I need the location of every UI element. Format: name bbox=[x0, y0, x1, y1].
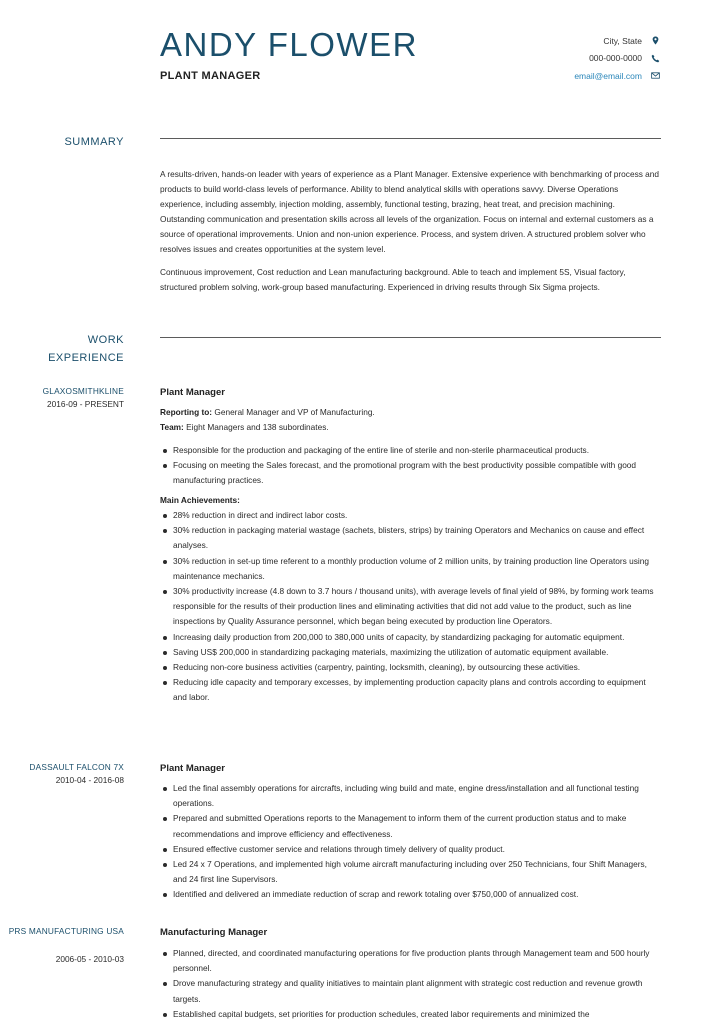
job-3-company: PRS MANUFACTURING USA bbox=[8, 926, 124, 936]
experience-heading bbox=[48, 332, 124, 367]
job-1-company: GLAXOSMITHKLINE bbox=[42, 386, 124, 396]
list-item: Led the final assembly operations for aircrafts, including wing build and mate, engine dress/installation and all functional testing operations. bbox=[160, 781, 661, 811]
map-pin-icon bbox=[651, 36, 660, 45]
email-link[interactable]: email@email.com bbox=[574, 70, 642, 81]
job-1-bullets bbox=[160, 443, 661, 489]
phone-icon bbox=[651, 54, 660, 63]
job-3-dates: 2006-05 - 2010-03 bbox=[55, 954, 124, 964]
list-item: 30% reduction in packaging material wastage (sachets, blisters, strips) by training Operators and Mechanics on cause and effect analyses. bbox=[160, 523, 661, 553]
list-item: Saving US$ 200,000 in standardizing packaging materials, maximizing the utilization of automatic equipment available. bbox=[160, 645, 661, 660]
envelope-icon bbox=[651, 71, 660, 80]
list-item: Responsible for the production and packaging of the entire line of sterile and non-sterile pharmaceutical products. bbox=[160, 443, 661, 458]
list-item: Focusing on meeting the Sales forecast, and the promotional program with the best productivity possible compatible with good manufacturing practices. bbox=[160, 458, 661, 488]
job-3-bullets bbox=[160, 946, 661, 1022]
candidate-name: ANDY FLOWER bbox=[160, 26, 418, 63]
list-item: Planned, directed, and coordinated manufacturing operations for five production plants through Management team and 500 hourly personnel. bbox=[160, 946, 661, 976]
contact-phone bbox=[574, 50, 660, 68]
experience-heading-line1: WORK bbox=[87, 334, 124, 346]
experience-divider bbox=[160, 337, 661, 338]
list-item: Increasing daily production from 200,000 to 380,000 units of capacity, by standardizing packaging for automatic equipment. bbox=[160, 630, 661, 645]
job-2-role: Plant Manager bbox=[160, 763, 225, 774]
team-label: Team: bbox=[160, 422, 184, 432]
job-1-achievements-label: Main Achievements: bbox=[160, 495, 240, 505]
job-2-company: DASSAULT FALCON 7X bbox=[29, 762, 124, 772]
list-item: Prepared and submitted Operations reports to the Management to inform them of the current production status and to make recommendations and improve efficiency and effectiveness. bbox=[160, 811, 661, 841]
job-2-bullets bbox=[160, 781, 661, 903]
job-1-achievements bbox=[160, 508, 661, 706]
reporting-value: General Manager and VP of Manufacturing. bbox=[212, 407, 375, 417]
list-item: Reducing non-core business activities (carpentry, painting, locksmith, cleaning), by outsourcing these activities. bbox=[160, 660, 661, 675]
summary-heading: SUMMARY bbox=[64, 136, 124, 148]
list-item: Established capital budgets, set priorities for production schedules, created labor requirements and minimized the bbox=[160, 1007, 661, 1022]
location-text: City, State bbox=[603, 35, 642, 46]
list-item: 30% productivity increase (4.8 down to 3.7 hours / thousand units), with average levels of final yield of 98%, by forming work teams responsible for the results of their production lines and eliminating activities that did not add value to the product, such as line inspections by Quality Assurance personnel, which began being executed by production line Operators. bbox=[160, 584, 661, 630]
list-item: Ensured effective customer service and relations through timely delivery of quality product. bbox=[160, 842, 661, 857]
reporting-label: Reporting to: bbox=[160, 407, 213, 417]
summary-paragraph-2: Continuous improvement, Cost reduction and Lean manufacturing background. Able to teach and implement 5S, Visual factory, structured problem solving, work-group based manufacturing. Experienced in driving results through Six Sigma projects. bbox=[160, 267, 626, 292]
contact-block bbox=[574, 32, 660, 85]
job-1-reporting bbox=[160, 407, 375, 417]
summary-divider bbox=[160, 138, 661, 139]
list-item: Reducing idle capacity and temporary excesses, by implementing production capacity plans and controls according to equipment and labor. bbox=[160, 675, 661, 705]
list-item: Identified and delivered an immediate reduction of scrap and rework totaling over $750,000 of annualized cost. bbox=[160, 887, 661, 902]
candidate-title: PLANT MANAGER bbox=[160, 70, 261, 82]
experience-heading-line2: EXPERIENCE bbox=[48, 352, 124, 364]
list-item: 30% reduction in set-up time referent to a monthly production volume of 2 million units, by training production line Operators using maintenance mechanics. bbox=[160, 554, 661, 584]
job-2-dates: 2010-04 - 2016-08 bbox=[55, 775, 124, 785]
job-3-role: Manufacturing Manager bbox=[160, 927, 268, 938]
summary-paragraph-1: A results-driven, hands-on leader with years of experience as a Plant Manager. Extensive experience with benchmarking of process and products to build world-class levels of performance. Ability to blend analytical skills with operations savvy. Diverse Operations experience, including assembly, injection molding, assembly, functional testing, brazing, heat treat, and precision machining. Outstanding communication and presentation skills across all levels of the organization. Focus on internal and external customers as a source of operational improvements. Union and non-union experience. Process, and system driven. A structured problem solver who resolves issues and creates opportunities at the system level. bbox=[160, 169, 660, 254]
list-item: Drove manufacturing strategy and quality initiatives to maintain plant alignment with strategic cost reduction and revenue growth targets. bbox=[160, 976, 661, 1006]
list-item: 28% reduction in direct and indirect labor costs. bbox=[160, 508, 661, 523]
phone-text: 000-000-0000 bbox=[589, 53, 642, 64]
job-1-dates: 2016-09 - PRESENT bbox=[46, 399, 124, 409]
job-1-role: Plant Manager bbox=[160, 387, 225, 398]
contact-email bbox=[574, 67, 660, 85]
list-item: Led 24 x 7 Operations, and implemented high volume aircraft manufacturing including over 250 Technicians, four Shift Managers, and 24 first line Supervisors. bbox=[160, 857, 661, 887]
team-value: Eight Managers and 138 subordinates. bbox=[183, 422, 329, 432]
contact-location bbox=[574, 32, 660, 50]
job-1-team bbox=[160, 422, 329, 432]
